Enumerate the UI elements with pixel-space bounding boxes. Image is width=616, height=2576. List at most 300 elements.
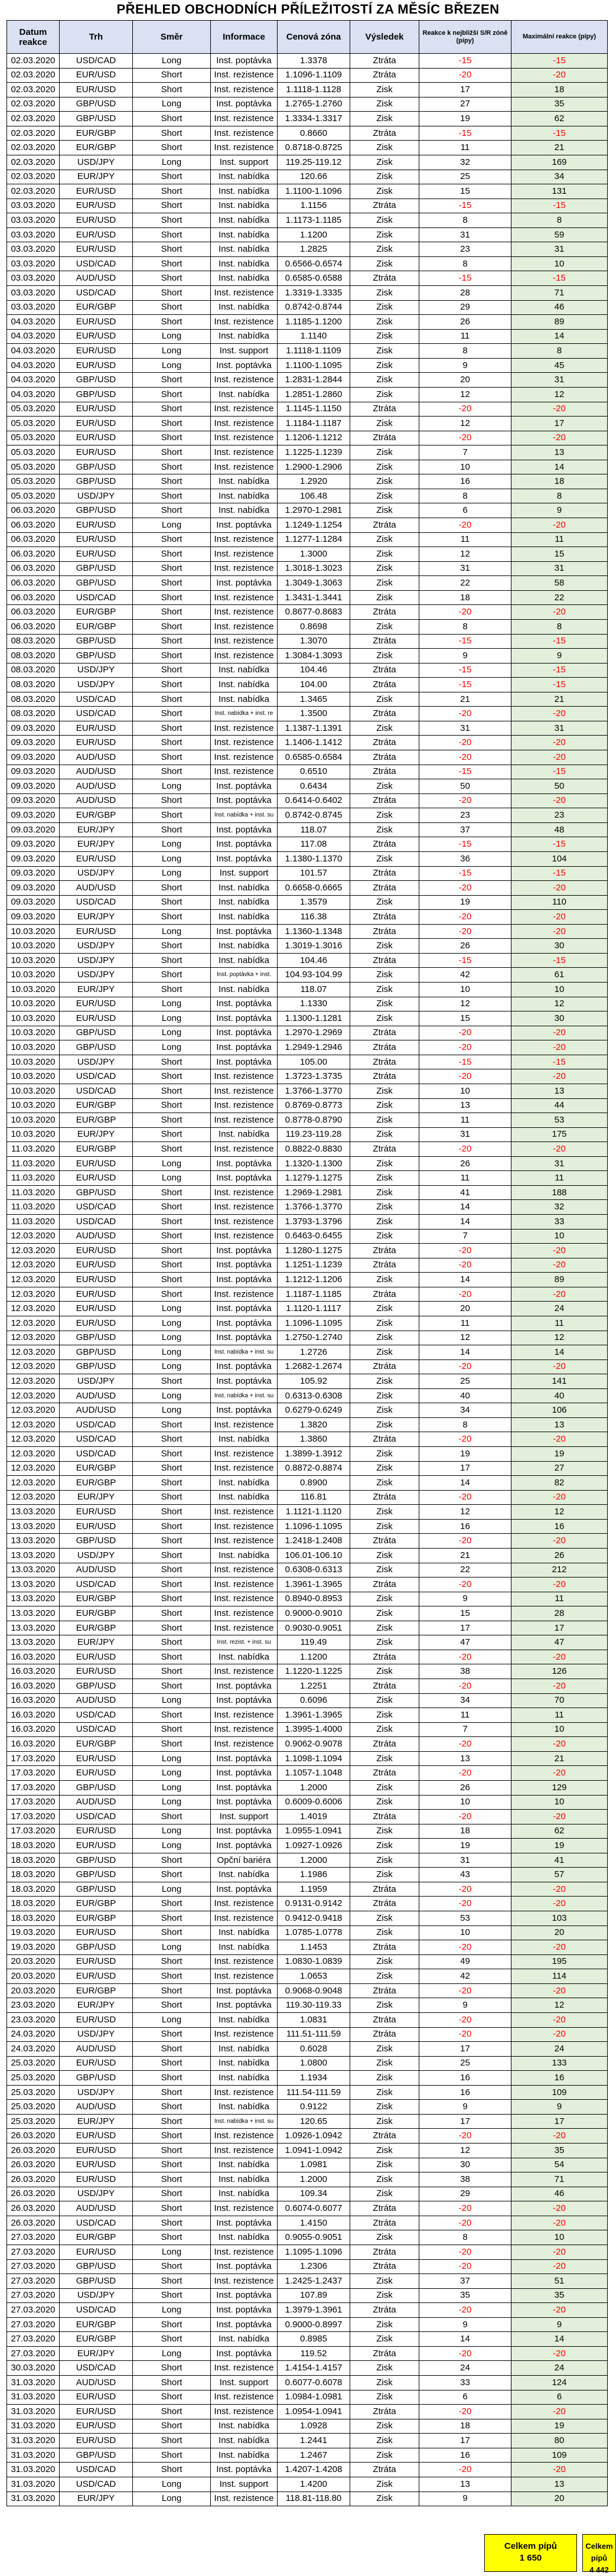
cell-date: 10.03.2020 [7,1127,60,1142]
cell-max: 188 [511,1185,608,1200]
cell-min: 34 [419,1693,511,1708]
cell-min: 8 [419,2230,511,2245]
cell-info: Inst. poptávka [211,2463,278,2477]
table-row [7,474,608,489]
cell-date: 17.03.2020 [7,1810,60,1824]
cell-result: Zisk [350,445,419,460]
cell-market: GBP/USD [60,1331,133,1345]
table-row [7,1737,608,1752]
cell-min: 18 [419,1824,511,1839]
cell-date: 03.03.2020 [7,227,60,242]
cell-date: 12.03.2020 [7,1447,60,1462]
table-row [7,1447,608,1462]
cell-max: 9 [511,649,608,663]
cell-dir: Short [133,910,211,925]
table-row [7,866,608,881]
cell-dir: Short [133,1490,211,1505]
cell-result: Ztráta [350,54,419,69]
cell-market: EUR/USD [60,1926,133,1940]
cell-dir: Short [133,417,211,431]
cell-date: 06.03.2020 [7,561,60,576]
cell-result: Zisk [350,2288,419,2303]
cell-date: 25.03.2020 [7,2085,60,2100]
cell-max: 14 [511,1345,608,1360]
cell-info: Inst. nabídka [211,271,278,286]
cell-result: Zisk [350,474,419,489]
cell-dir: Short [133,83,211,97]
cell-max: 62 [511,1824,608,1839]
cell-result: Zisk [350,1273,419,1287]
cell-info: Inst. nabídka [211,663,278,678]
cell-min: 25 [419,170,511,184]
cell-market: USD/CAD [60,692,133,707]
cell-price: 1.1096-1.1109 [278,68,350,83]
cell-price: 1.4207-1.4208 [278,2463,350,2477]
cell-market: USD/CAD [60,2303,133,2318]
cell-min: -20 [419,707,511,721]
cell-price: 1.2418-1.2408 [278,1534,350,1549]
cell-result: Ztráta [350,1287,419,1302]
cell-max: -20 [511,518,608,533]
cell-price: 0.9055-0.9051 [278,2230,350,2245]
cell-date: 08.03.2020 [7,692,60,707]
cell-min: 31 [419,1853,511,1868]
cell-market: EUR/USD [60,417,133,431]
cell-price: 0.9131-0.9142 [278,1897,350,1911]
cell-date: 10.03.2020 [7,953,60,968]
table-row [7,2230,608,2245]
cell-price: 1.0955-1.0941 [278,1824,350,1839]
cell-info: Inst. rezistence [211,1519,278,1534]
cell-date: 11.03.2020 [7,1142,60,1157]
cell-result: Zisk [350,590,419,605]
cell-price: 1.1187-1.1185 [278,1287,350,1302]
cell-dir: Short [133,1084,211,1098]
table-row [7,1345,608,1360]
table-row [7,1751,608,1766]
cell-info: Inst. poptávka [211,1055,278,1069]
cell-dir: Short [133,1926,211,1940]
cell-info: Inst. nabídka [211,881,278,896]
cell-dir: Short [133,939,211,954]
cell-max: 11 [511,1316,608,1331]
cell-date: 10.03.2020 [7,1055,60,1069]
cell-result: Zisk [350,170,419,184]
table-row [7,1868,608,1882]
cell-min: 15 [419,184,511,199]
cell-min: 8 [419,489,511,503]
cell-price: 1.1118-1.1109 [278,344,350,359]
cell-max: -20 [511,1983,608,1998]
cell-dir: Long [133,2012,211,2027]
cell-price: 118.07 [278,822,350,837]
cell-result: Zisk [350,300,419,315]
cell-max: 9 [511,2317,608,2332]
table-row [7,1331,608,1345]
cell-market: GBP/USD [60,1345,133,1360]
cell-result: Zisk [350,779,419,794]
cell-max: 40 [511,1388,608,1403]
cell-dir: Long [133,1388,211,1403]
cell-market: EUR/JPY [60,2346,133,2361]
cell-info: Inst. rezistence [211,2390,278,2405]
cell-info: Inst. poptávka [211,2317,278,2332]
table-row [7,1084,608,1098]
cell-date: 18.03.2020 [7,1911,60,1926]
cell-dir: Short [133,126,211,141]
cell-max: 114 [511,1969,608,1984]
cell-min: 22 [419,1563,511,1578]
cell-max: 8 [511,344,608,359]
cell-result: Zisk [350,1011,419,1026]
cell-price: 1.1206-1.1212 [278,431,350,445]
table-row [7,213,608,228]
cell-price: 0.6434 [278,779,350,794]
cell-market: GBP/USD [60,1026,133,1040]
cell-result: Zisk [350,851,419,866]
cell-market: GBP/USD [60,649,133,663]
cell-market: GBP/USD [60,1185,133,1200]
table-row [7,1461,608,1476]
cell-info: Inst. nabídka [211,2158,278,2172]
cell-price: 0.6510 [278,765,350,779]
table-row [7,1185,608,1200]
cell-max: -15 [511,271,608,286]
cell-market: EUR/USD [60,358,133,373]
cell-max: 10 [511,1722,608,1737]
cell-price: 1.1200 [278,1650,350,1664]
cell-dir: Long [133,1795,211,1810]
cell-min: -20 [419,1897,511,1911]
cell-max: 9 [511,503,608,518]
cell-price: 1.1057-1.1048 [278,1766,350,1781]
cell-result: Zisk [350,1708,419,1723]
cell-price: 1.1300-1.1281 [278,1011,350,1026]
cell-dir: Short [133,1273,211,1287]
cell-max: -20 [511,1882,608,1897]
table-row [7,489,608,503]
cell-max: -20 [511,2405,608,2419]
cell-market: EUR/USD [60,518,133,533]
cell-max: 18 [511,474,608,489]
cell-date: 04.03.2020 [7,315,60,330]
cell-max: 59 [511,227,608,242]
cell-result: Ztráta [350,1737,419,1752]
cell-result: Zisk [350,315,419,330]
cell-min: 42 [419,1969,511,1984]
cell-price: 1.0830-1.0839 [278,1954,350,1969]
cell-info: Inst. nabídka [211,256,278,271]
cell-result: Zisk [350,1098,419,1113]
cell-result: Ztráta [350,1244,419,1258]
cell-info: Inst. poptávka [211,1693,278,1708]
cell-date: 30.03.2020 [7,2361,60,2376]
cell-min: 7 [419,1229,511,1244]
cell-market: EUR/GBP [60,1461,133,1476]
cell-result: Ztráta [350,126,419,141]
cell-date: 11.03.2020 [7,1200,60,1215]
cell-price: 1.4154-1.4157 [278,2361,350,2376]
cell-max: -20 [511,402,608,417]
cell-date: 09.03.2020 [7,895,60,910]
cell-info: Inst. poptávka [211,851,278,866]
cell-info: Inst. nabídka + inst. su [211,2114,278,2129]
cell-dir: Short [133,1534,211,1549]
cell-info: Inst. nabídka + inst. su [211,808,278,823]
cell-result: Zisk [350,1780,419,1795]
table-row [7,924,608,939]
cell-price: 1.1934 [278,2071,350,2086]
cell-min: 9 [419,1998,511,2013]
cell-price: 109.34 [278,2187,350,2201]
cell-result: Ztráta [350,1142,419,1157]
cell-price: 119.25-119.12 [278,155,350,170]
table-row [7,953,608,968]
cell-market: EUR/JPY [60,822,133,837]
table-row [7,256,608,271]
cell-min: 8 [419,1417,511,1432]
cell-market: USD/CAD [60,895,133,910]
cell-result: Zisk [350,1084,419,1098]
table-row [7,344,608,359]
cell-market: USD/CAD [60,2477,133,2492]
cell-min: -20 [419,2129,511,2144]
cell-price: 0.8900 [278,1476,350,1491]
cell-price: 1.2920 [278,474,350,489]
table-row [7,1244,608,1258]
cell-result: Ztráta [350,663,419,678]
cell-result: Zisk [350,576,419,591]
cell-min: 23 [419,808,511,823]
cell-result: Zisk [350,2317,419,2332]
cell-date: 02.03.2020 [7,54,60,69]
cell-price: 1.3334-1.3317 [278,112,350,126]
cell-result: Zisk [350,619,419,634]
cell-info: Inst. nabídka [211,692,278,707]
cell-result: Zisk [350,2042,419,2057]
cell-dir: Short [133,1374,211,1389]
cell-min: 11 [419,1708,511,1723]
cell-info: Inst. nabídka [211,2187,278,2201]
cell-market: USD/CAD [60,1578,133,1592]
cell-price: 1.3084-1.3093 [278,649,350,663]
cell-date: 31.03.2020 [7,2376,60,2390]
cell-result: Zisk [350,373,419,388]
cell-date: 12.03.2020 [7,1461,60,1476]
cell-max: 82 [511,1476,608,1491]
cell-market: GBP/USD [60,460,133,474]
cell-price: 1.1959 [278,1882,350,1897]
cell-result: Zisk [350,1156,419,1171]
cell-min: 10 [419,460,511,474]
cell-min: -20 [419,924,511,939]
cell-price: 1.3579 [278,895,350,910]
cell-result: Zisk [350,1548,419,1563]
table-row [7,2463,608,2477]
table-row [7,1403,608,1418]
cell-result: Ztráta [350,1897,419,1911]
cell-dir: Short [133,736,211,750]
cell-result: Ztráta [350,1069,419,1084]
cell-result: Ztráta [350,2201,419,2216]
table-header-row [7,21,608,54]
cell-price: 1.2467 [278,2448,350,2463]
cell-max: 31 [511,561,608,576]
cell-date: 18.03.2020 [7,1868,60,1882]
cell-dir: Short [133,2129,211,2144]
cell-max: 24 [511,2042,608,2057]
cell-date: 03.03.2020 [7,256,60,271]
cell-dir: Short [133,2434,211,2448]
cell-market: EUR/USD [60,1505,133,1520]
cell-info: Inst. rezistence [211,1911,278,1926]
cell-price: 1.2000 [278,2172,350,2187]
cell-info: Inst. rezistence [211,1417,278,1432]
cell-info: Inst. rezistence [211,1954,278,1969]
cell-result: Zisk [350,1127,419,1142]
cell-min: -15 [419,271,511,286]
cell-date: 09.03.2020 [7,793,60,808]
cell-info: Inst. rezistence [211,2361,278,2376]
cell-date: 23.03.2020 [7,2012,60,2027]
cell-price: 111.54-111.59 [278,2085,350,2100]
cell-min: 14 [419,1215,511,1230]
cell-min: 33 [419,2376,511,2390]
cell-info: Inst. nabídka [211,1926,278,1940]
cell-market: USD/CAD [60,1417,133,1432]
table-row [7,1839,608,1853]
cell-info: Inst. nabídka [211,2056,278,2071]
cell-price: 107.89 [278,2288,350,2303]
cell-dir: Short [133,184,211,199]
table-row [7,329,608,344]
table-row [7,2027,608,2042]
cell-market: AUD/USD [60,2201,133,2216]
cell-dir: Short [133,547,211,562]
cell-price: 1.2825 [278,242,350,257]
cell-price: 1.4150 [278,2216,350,2230]
cell-market: USD/JPY [60,2027,133,2042]
cell-price: 1.0927-1.0926 [278,1839,350,1853]
cell-info: Inst. nabídka [211,1650,278,1664]
cell-info: Inst. rezistence [211,765,278,779]
cell-min: -15 [419,54,511,69]
cell-price: 1.1320-1.1300 [278,1156,350,1171]
cell-info: Inst. poptávka [211,1983,278,1998]
cell-info: Inst. rezistence [211,1722,278,1737]
cell-max: -20 [511,1490,608,1505]
cell-date: 25.03.2020 [7,2100,60,2115]
cell-dir: Short [133,1810,211,1824]
cell-dir: Short [133,793,211,808]
cell-max: 20 [511,1926,608,1940]
cell-info: Inst. nabídka [211,2042,278,2057]
cell-info: Inst. poptávka [211,1403,278,1418]
cell-max: 35 [511,2144,608,2158]
cell-dir: Short [133,1983,211,1998]
cell-dir: Short [133,605,211,620]
cell-min: -20 [419,1737,511,1752]
cell-result: Ztráta [350,1359,419,1374]
cell-max: 15 [511,547,608,562]
cell-min: 24 [419,2361,511,2376]
cell-dir: Short [133,1911,211,1926]
cell-info: Inst. nabídka [211,1432,278,1447]
cell-max: -15 [511,1055,608,1069]
cell-market: EUR/USD [60,1766,133,1781]
cell-price: 0.9030-0.9051 [278,1621,350,1635]
table-row [7,736,608,750]
cell-max: 169 [511,155,608,170]
table-row [7,2448,608,2463]
cell-market: AUD/USD [60,1388,133,1403]
cell-price: 0.6279-0.6249 [278,1403,350,1418]
cell-market: USD/JPY [60,953,133,968]
cell-date: 10.03.2020 [7,1069,60,1084]
cell-min: -20 [419,2405,511,2419]
cell-date: 20.03.2020 [7,1983,60,1998]
cell-max: 106 [511,1403,608,1418]
cell-price: 1.0800 [278,2056,350,2071]
cell-date: 31.03.2020 [7,2448,60,2463]
cell-dir: Long [133,329,211,344]
cell-market: EUR/USD [60,1171,133,1186]
table-row [7,1882,608,1897]
cell-min: 12 [419,1505,511,1520]
cell-info: Inst. poptávka [211,1780,278,1795]
cell-price: 1.1406-1.1412 [278,736,350,750]
cell-result: Ztráta [350,1055,419,1069]
cell-info: Inst. rezistence [211,2405,278,2419]
table-row [7,199,608,213]
cell-result: Zisk [350,895,419,910]
cell-min: 17 [419,2114,511,2129]
cell-market: USD/JPY [60,663,133,678]
cell-date: 08.03.2020 [7,634,60,649]
cell-info: Inst. rezistence [211,1592,278,1606]
cell-price: 1.2306 [278,2259,350,2274]
table-row [7,576,608,591]
cell-min: 17 [419,2434,511,2448]
cell-price: 104.00 [278,678,350,692]
cell-max: 35 [511,2288,608,2303]
cell-result: Zisk [350,1693,419,1708]
cell-result: Zisk [350,1621,419,1635]
cell-max: 58 [511,576,608,591]
cell-date: 25.03.2020 [7,2114,60,2129]
cell-min: -20 [419,2463,511,2477]
cell-max: -20 [511,1650,608,1664]
cell-max: -20 [511,2259,608,2274]
cell-market: EUR/USD [60,445,133,460]
cell-market: EUR/GBP [60,1897,133,1911]
table-row [7,402,608,417]
cell-market: GBP/USD [60,2448,133,2463]
cell-dir: Short [133,1635,211,1650]
cell-result: Ztráta [350,765,419,779]
cell-date: 12.03.2020 [7,1331,60,1345]
cell-max: 14 [511,460,608,474]
cell-market: USD/JPY [60,866,133,881]
cell-price: 119.49 [278,1635,350,1650]
cell-market: GBP/USD [60,1882,133,1897]
cell-result: Zisk [350,256,419,271]
cell-result: Ztráta [350,678,419,692]
table-row [7,547,608,562]
cell-result: Zisk [350,1954,419,1969]
cell-date: 12.03.2020 [7,1229,60,1244]
cell-max: -20 [511,1040,608,1055]
